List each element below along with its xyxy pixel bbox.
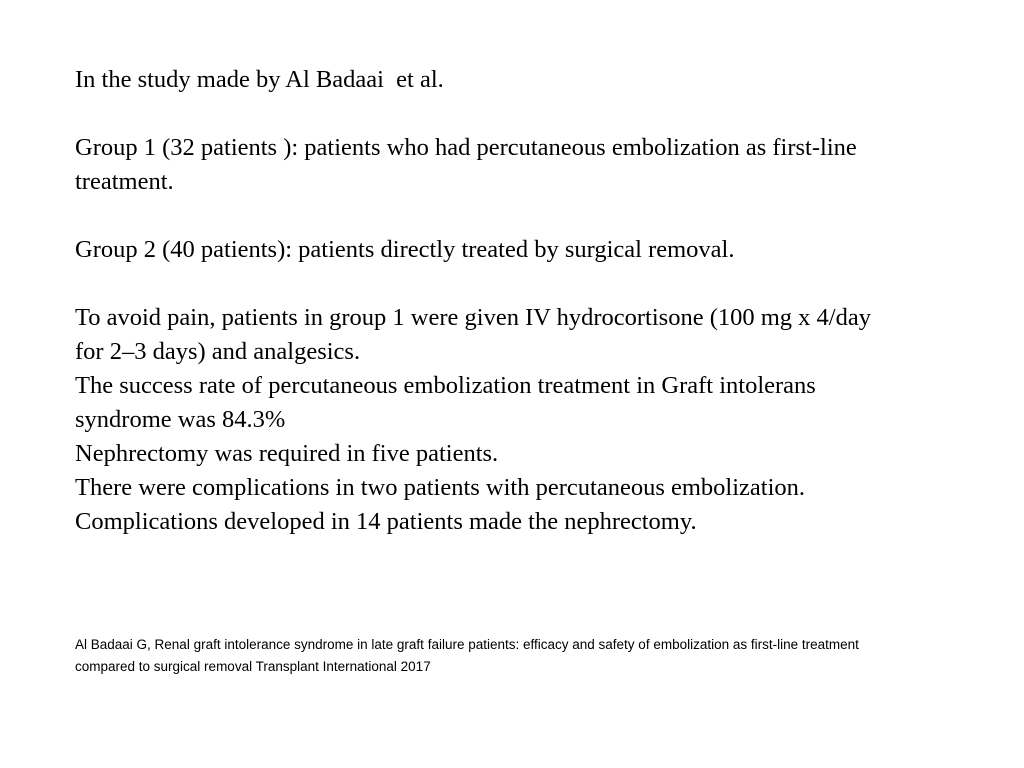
citation: Al Badaai G, Renal graft intolerance syndrome in late graft failure patients: efficacy and safety of embolization as first-line treatment compared to surgical removal Transplant International 2017 xyxy=(75,637,859,674)
group-2-description: Group 2 (40 patients): patients directly treated by surgical removal. xyxy=(75,236,735,263)
embolization-complications-text: There were complications in two patients with percutaneous embolization. xyxy=(75,474,806,501)
nephrectomy-text: Nephrectomy was required in five patients. xyxy=(75,440,499,467)
spacer xyxy=(75,199,905,233)
slide-body xyxy=(75,63,905,539)
nephrectomy-complications-text: Complications developed in 14 patients made the nephrectomy. xyxy=(75,508,697,535)
spacer xyxy=(75,97,905,131)
intro-line: In the study made by Al Badaai et al. xyxy=(75,66,444,93)
success-rate-text: The success rate of percutaneous embolization treatment in Graft intolerans syndrome was 84.3% xyxy=(75,372,822,433)
group-1-description: Group 1 (32 patients ): patients who had percutaneous embolization as first-line treatment. xyxy=(75,134,863,195)
spacer xyxy=(75,267,905,301)
pain-management-text: To avoid pain, patients in group 1 were given IV hydrocortisone (100 mg x 4/day for 2–3 days) and analgesics. xyxy=(75,304,878,365)
